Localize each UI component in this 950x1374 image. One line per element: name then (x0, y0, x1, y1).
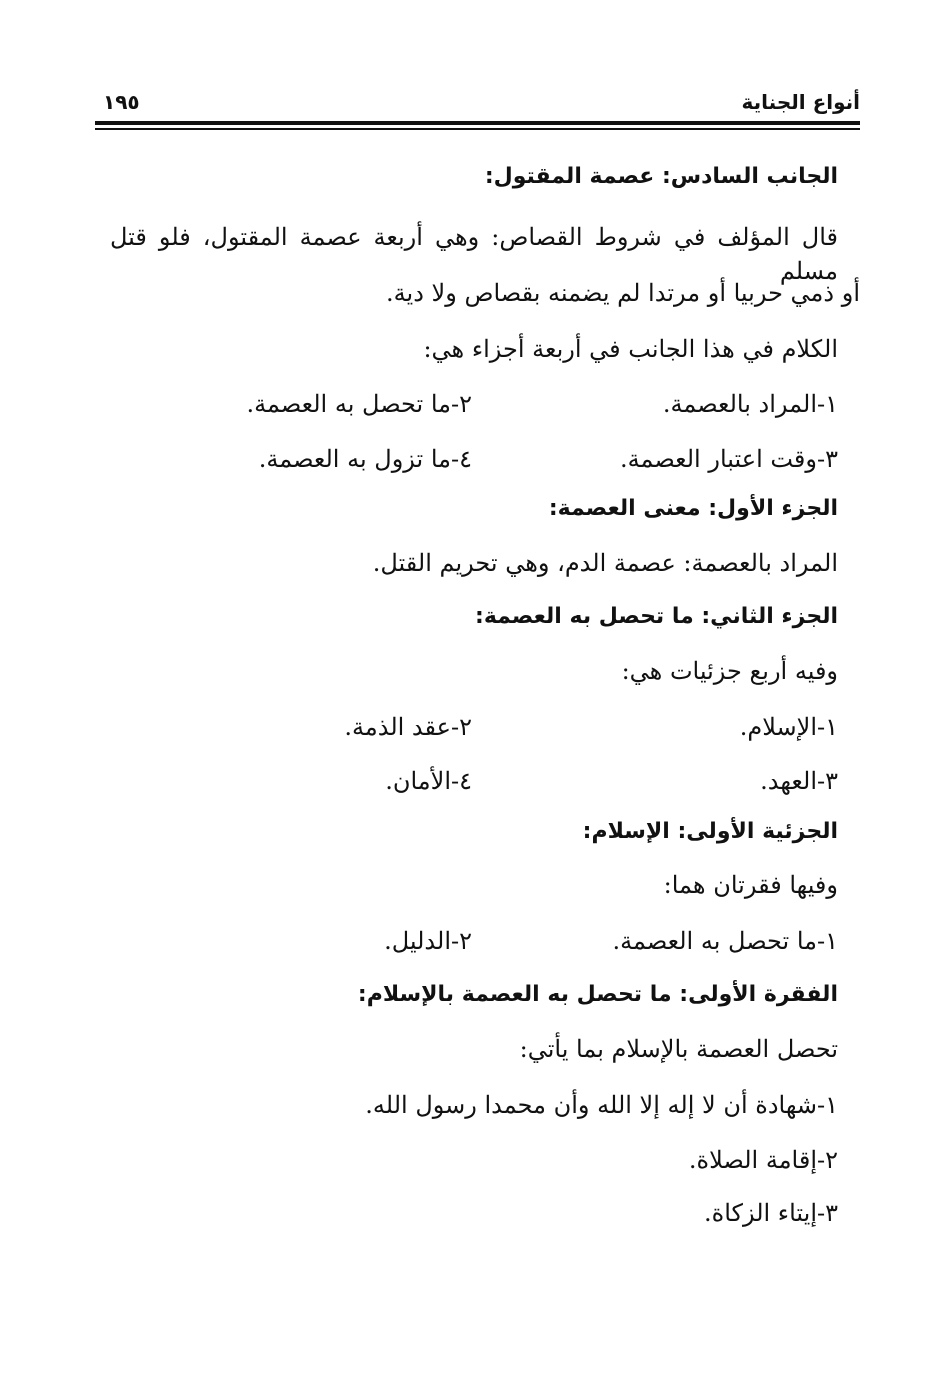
section-heading: الجانب السادس: عصمة المقتول: (484, 164, 838, 189)
list-item: ٢-ما تحصل به العصمة. (246, 390, 472, 418)
list-item: ٣-إيتاء الزكاة. (704, 1199, 838, 1227)
header-rule-thick (95, 121, 860, 125)
paragraph-line: أو ذمي حربيا أو مرتدا لم يضمنه بقصاص ولا دية. (386, 279, 860, 307)
list-item: ١-الإسلام. (739, 713, 838, 741)
part-heading: الجزء الثاني: ما تحصل به العصمة: (475, 604, 838, 629)
list-item: ٣-وقت اعتبار العصمة. (619, 445, 838, 473)
list-item: ١-شهادة أن لا إله إلا الله وأن محمدا رسول الله. (365, 1091, 838, 1119)
page-number: ١٩٥ (103, 90, 140, 114)
subpart-heading: الجزئية الأولى: الإسلام: (582, 819, 838, 844)
list-item: ٤-ما تزول به العصمة. (258, 445, 472, 473)
list-item: ٤-الأمان. (385, 767, 472, 795)
intro-text: تحصل العصمة بالإسلام بما يأتي: (519, 1035, 838, 1063)
list-item: ١-المراد بالعصمة. (662, 390, 838, 418)
page-header (95, 86, 860, 126)
part-heading: الجزء الأول: معنى العصمة: (548, 496, 838, 521)
list-item: ٣-العهد. (760, 767, 838, 795)
list-item: ٢-إقامة الصلاة. (688, 1146, 838, 1174)
intro-text: وفيه أربع جزئيات هي: (621, 657, 838, 685)
list-item: ١-ما تحصل به العصمة. (612, 927, 838, 955)
paragraph-heading: الفقرة الأولى: ما تحصل به العصمة بالإسلام: (357, 982, 838, 1007)
list-item: ٢-الدليل. (384, 927, 472, 955)
running-title: أنواع الجناية (741, 90, 860, 114)
intro-text: وفيها فقرتان هما: (663, 871, 838, 899)
header-rule-thin (95, 128, 860, 130)
intro-text: الكلام في هذا الجانب في أربعة أجزاء هي: (423, 335, 838, 363)
paragraph-line: قال المؤلف في شروط القصاص: وهي أربعة عصمة المقتول، فلو قتل مسلم (110, 223, 838, 285)
list-item: ٢-عقد الذمة. (344, 713, 472, 741)
definition-text: المراد بالعصمة: عصمة الدم، وهي تحريم القتل. (372, 549, 838, 577)
